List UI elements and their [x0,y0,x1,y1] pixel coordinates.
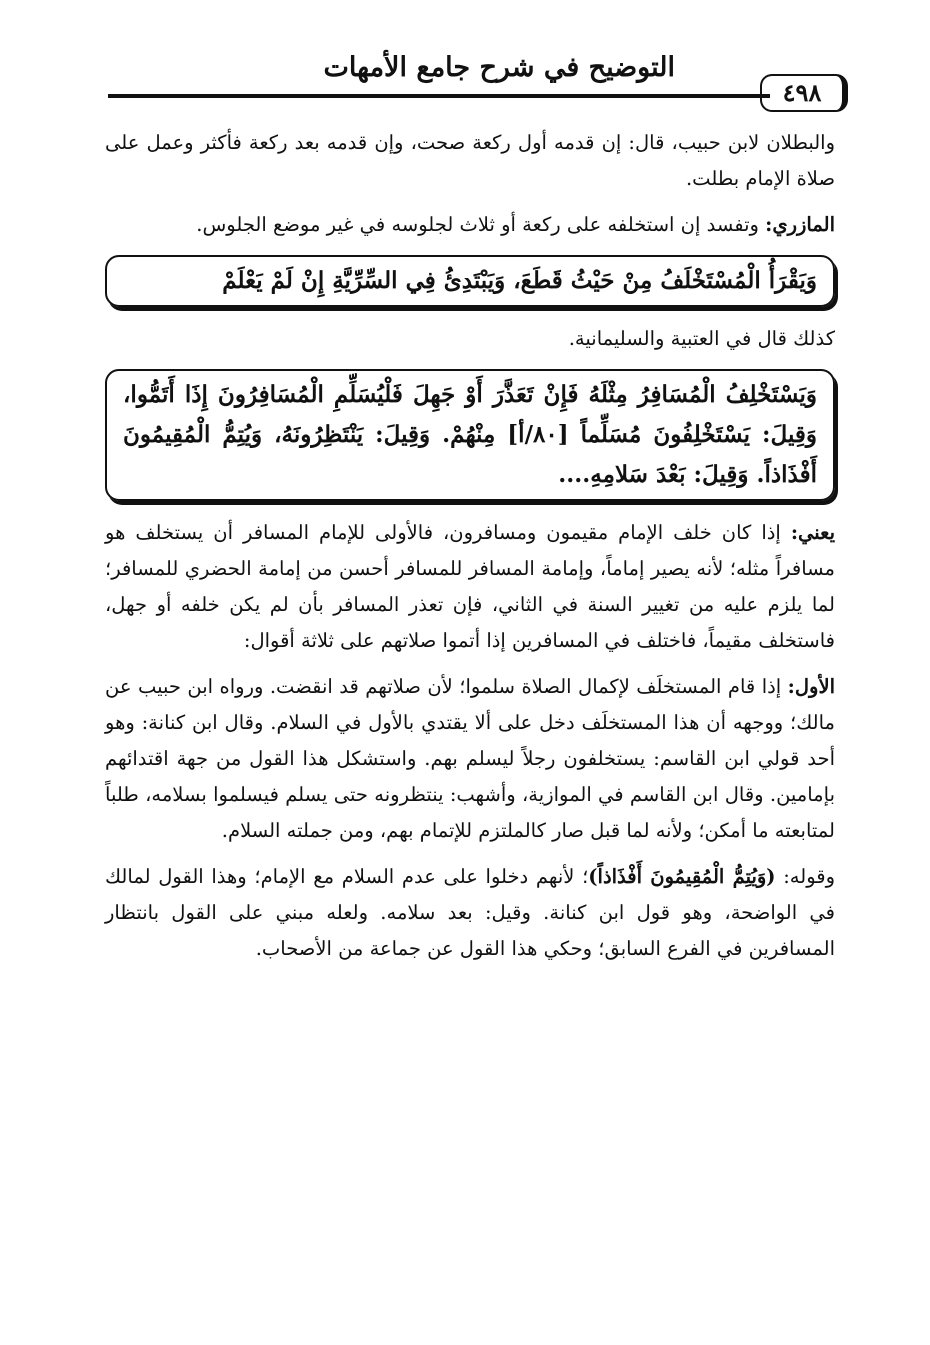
matn-box-2: وَيَسْتَخْلِفُ الْمُسَافِرُ مِثْلَهُ فَإِنْ تَعَذَّرَ أَوْ جَهِلَ فَلْيُسَلِّمِ الْمُسَافِرُونَ إِذَا أَتَمُّوا، وَقِيلَ: يَسْتَخْلِفُونَ مُسَلِّماً [٨٠/أ] مِنْهُمْ. وَقِيلَ: يَنْتَظِرُونَهُ، وَيُتِمُّ الْمُقِيمُونَ أَفْذَاذاً. وَقِيلَ: بَعْدَ سَلامِهِ.... [105,369,835,501]
yani-label: يعني: [790,521,835,544]
paragraph-4 [105,515,835,659]
paragraph-1: والبطلان لابن حبيب، قال: إن قدمه أول ركعة صحت، وإن قدمه بعد ركعة فأكثر وعمل على صلاة الإمام بطلت. [105,131,835,190]
matn-quote: (وَيُتِمُّ الْمُقِيمُونَ أَفْذَاذاً) [588,865,776,888]
paragraph-2 [105,207,835,243]
page-body [105,125,835,967]
paragraph-3: كذلك قال في العتبية والسليمانية. [568,327,835,350]
header-rule [108,94,770,98]
page-number: ٤٩٨ [760,74,848,112]
paragraph-5-text: إذا قام المستخلَف لإكمال الصلاة سلموا؛ لأن صلاتهم قد انقضت. ورواه ابن حبيب عن مالك؛ ووجهه أن هذا المستخلَف دخل على ألا يقتدي بالأول في السلام. وقال ابن كنانة: وهو أحد قولي ابن القاسم: يستخلفون رجلاً ليسلم بهم. واستشكل هذا القول من جهة اقتدائهم بإمامين. وقال ابن القاسم في الموازية، وأشهب: ينتظرونه حتى يسلم فيسلموا بسلامه، طلباً لمتابعته ما أمكن؛ ولأنه لما قبل صار كالملتزم للإتمام بهم، ومن جملته السلام. [105,675,835,842]
paragraph-5 [105,669,835,849]
paragraph-4-text: إذا كان خلف الإمام مقيمون ومسافرون، فالأولى للإمام المسافر أن يستخلف هو مسافراً مثله؛ لأنه يصير إماماً، وإمامة المسافر للمسافر أحسن من إمامة الحضري للمسافر؛ لما يلزم عليه من تغيير السنة في الثاني، فإن تعذر المسافر بأن لم يكن خلفه أو جهل، فاستخلف مقيماً، فاختلف في المسافرين إذا أتموا صلاتهم على ثلاثة أقوال: [105,521,835,652]
paragraph-6-intro: وقوله: [775,865,836,888]
matn-box-1: وَيَقْرَأُ الْمُسْتَخْلَفُ مِنْ حَيْثُ قَطَعَ، وَيَبْتَدِئُ فِي السِّرِّيَّةِ إِنْ لَمْ يَعْلَمْ [105,255,835,307]
paragraph-6-text: ؛ لأنهم دخلوا على عدم السلام مع الإمام؛ وهذا القول لمالك في الواضحة، وهو قول ابن كنانة. وقيل: بعد سلامه. ولعله مبني على القول بانتظار المسافرين في الفرع السابق؛ وحكي هذا القول عن جماعة من الأصحاب. [105,865,835,960]
book-title: التوضيح في شرح جامع الأمهات [323,52,675,83]
first-opinion-label: الأول: [787,675,835,698]
page-header [90,50,850,105]
paragraph-2-text: وتفسد إن استخلفه على ركعة أو ثلاث لجلوسه في غير موضع الجلوس. [196,213,766,236]
mazari-label: المازري: [765,213,835,236]
paragraph-6 [105,859,835,967]
